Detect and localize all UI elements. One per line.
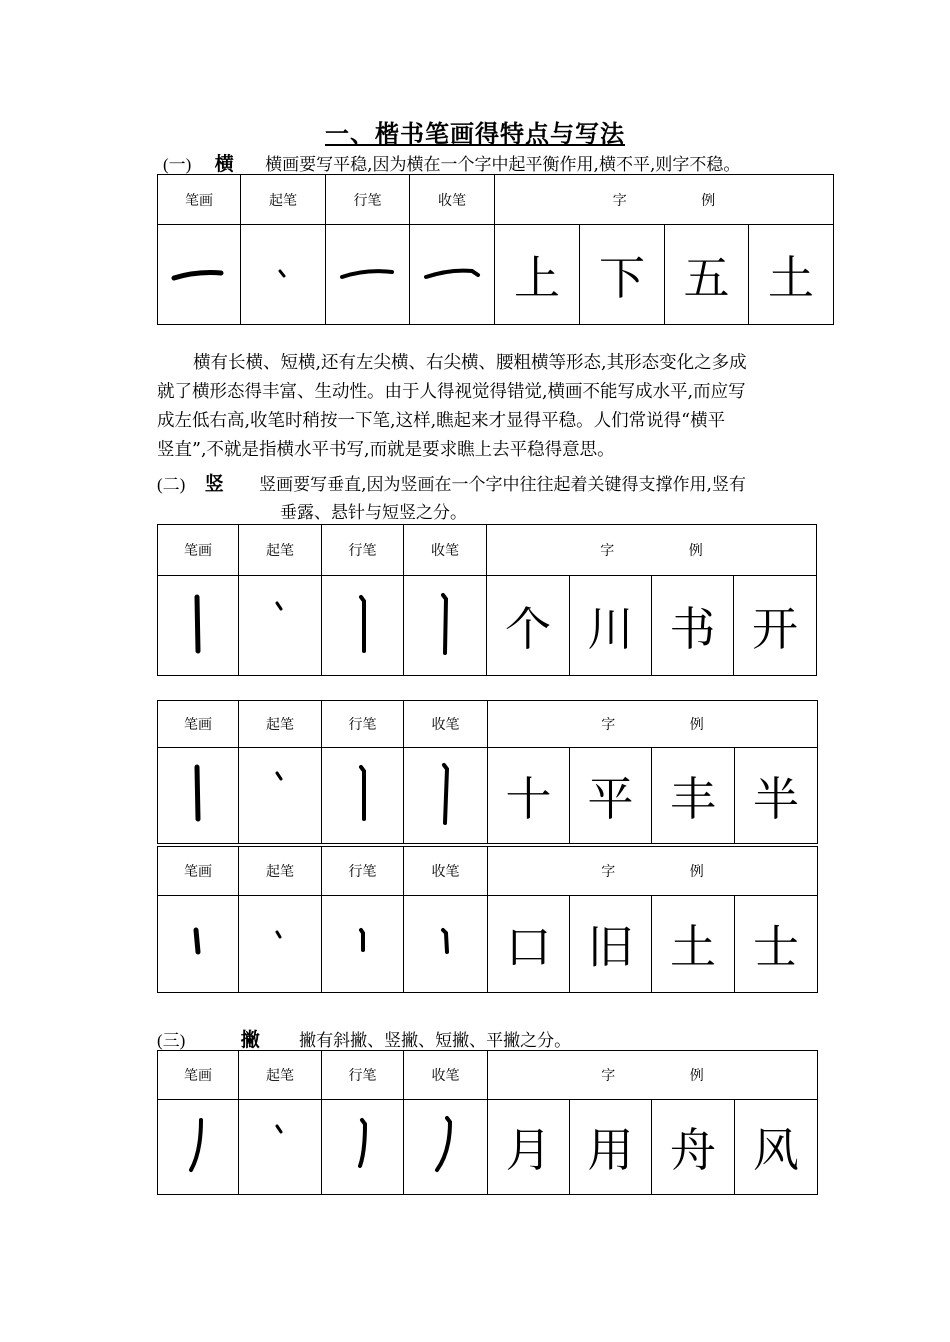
example-char: 丰 <box>652 748 735 844</box>
header-end: 收笔 <box>410 175 495 225</box>
example-char: 半 <box>735 748 818 844</box>
paragraph-line: 竖直”,不就是指横水平书写,而就是要求瞧上去平稳得意思。 <box>157 440 615 460</box>
stroke-image-shu <box>158 576 239 676</box>
section-name: 横 <box>214 153 234 175</box>
example-char: 上 <box>495 225 580 325</box>
header-end: 收笔 <box>404 525 487 576</box>
header-stroke: 笔画 <box>158 701 239 748</box>
header-stroke: 笔画 <box>158 525 239 576</box>
header-end: 收笔 <box>404 1051 488 1100</box>
header-example: 字 例 <box>488 701 818 748</box>
end-image-shu <box>404 576 487 676</box>
header-example: 字 例 <box>487 525 817 576</box>
stroke-table-shu-c <box>157 846 818 993</box>
section-description-cont: 垂露、悬针与短竖之分。 <box>280 503 467 523</box>
header-end: 收笔 <box>404 701 488 748</box>
example-char: 五 <box>665 225 749 325</box>
end-image-shu <box>404 748 488 844</box>
move-image-heng <box>326 225 410 325</box>
section-description: 横画要写平稳,因为横在一个字中起平衡作用,横不平,则字不稳。 <box>265 155 741 175</box>
example-char: 开 <box>734 576 817 676</box>
stroke-image-shu <box>158 748 239 844</box>
header-end: 收笔 <box>404 847 488 896</box>
header-move: 行笔 <box>322 525 404 576</box>
stroke-image-heng <box>158 225 241 325</box>
header-example: 字 例 <box>488 1051 818 1100</box>
stroke-table-heng <box>157 174 834 325</box>
stroke-image-pie <box>158 1100 239 1195</box>
example-char: 川 <box>570 576 652 676</box>
page-title: 一、楷书笔画得特点与写法 <box>325 120 625 148</box>
start-image-shu <box>239 748 322 844</box>
start-image-heng <box>241 225 326 325</box>
section-number: (一) <box>163 155 192 174</box>
paragraph-line: 就了横形态得丰富、生动性。由于人得视觉得错觉,横画不能写成水平,而应写 <box>157 382 746 402</box>
start-image-shu <box>239 576 322 676</box>
start-image-pie <box>239 1100 322 1195</box>
header-start: 起笔 <box>241 175 326 225</box>
stroke-table-pie <box>157 1050 818 1195</box>
header-start: 起笔 <box>239 525 322 576</box>
section-shu-heading <box>157 469 746 496</box>
example-char: 下 <box>580 225 665 325</box>
section-description: 撇有斜撇、竖撇、短撇、平撇之分。 <box>299 1031 572 1051</box>
end-image-short-shu <box>404 896 488 993</box>
example-char: 口 <box>488 896 570 993</box>
section-description: 竖画要写垂直,因为竖画在一个字中往往起着关键得支撑作用,竖有 <box>259 475 746 495</box>
header-move: 行笔 <box>322 847 404 896</box>
stroke-image-short-shu <box>158 896 239 993</box>
example-char: 十 <box>488 748 570 844</box>
header-start: 起笔 <box>239 847 322 896</box>
example-char: 旧 <box>570 896 652 993</box>
stroke-table-shu-a <box>157 524 817 676</box>
header-move: 行笔 <box>322 701 404 748</box>
header-move: 行笔 <box>322 1051 404 1100</box>
header-stroke: 笔画 <box>158 1051 239 1100</box>
example-char: 用 <box>570 1100 652 1195</box>
paragraph-line: 横有长横、短横,还有左尖横、右尖横、腰粗横等形态,其形态变化之多成 <box>193 353 747 373</box>
example-char: 风 <box>735 1100 818 1195</box>
example-char: 平 <box>570 748 652 844</box>
stroke-table-shu-b <box>157 700 818 844</box>
section-pie-heading <box>157 1025 571 1052</box>
header-start: 起笔 <box>239 1051 322 1100</box>
header-example: 字 例 <box>488 847 818 896</box>
end-image-heng <box>410 225 495 325</box>
header-example: 字 例 <box>495 175 834 225</box>
example-char: 舟 <box>652 1100 735 1195</box>
heng-paragraph <box>157 349 747 465</box>
header-stroke: 笔画 <box>158 847 239 896</box>
example-char: 书 <box>652 576 734 676</box>
start-image-short-shu <box>239 896 322 993</box>
example-char: 士 <box>735 896 818 993</box>
move-image-pie <box>322 1100 404 1195</box>
section-name: 竖 <box>204 473 224 495</box>
end-image-pie <box>404 1100 488 1195</box>
header-start: 起笔 <box>239 701 322 748</box>
section-heng-heading <box>163 149 740 176</box>
section-name: 撇 <box>240 1029 260 1051</box>
header-stroke: 笔画 <box>158 175 241 225</box>
section-number: (三) <box>157 1031 186 1050</box>
header-move: 行笔 <box>326 175 410 225</box>
example-char: 土 <box>749 225 834 325</box>
move-image-short-shu <box>322 896 404 993</box>
example-char: 月 <box>488 1100 570 1195</box>
paragraph-line: 成左低右高,收笔时稍按一下笔,这样,瞧起来才显得平稳。人们常说得“横平 <box>157 411 726 431</box>
move-image-shu <box>322 576 404 676</box>
example-char: 个 <box>487 576 570 676</box>
example-char: 土 <box>652 896 735 993</box>
move-image-shu <box>322 748 404 844</box>
section-number: (二) <box>157 475 186 494</box>
